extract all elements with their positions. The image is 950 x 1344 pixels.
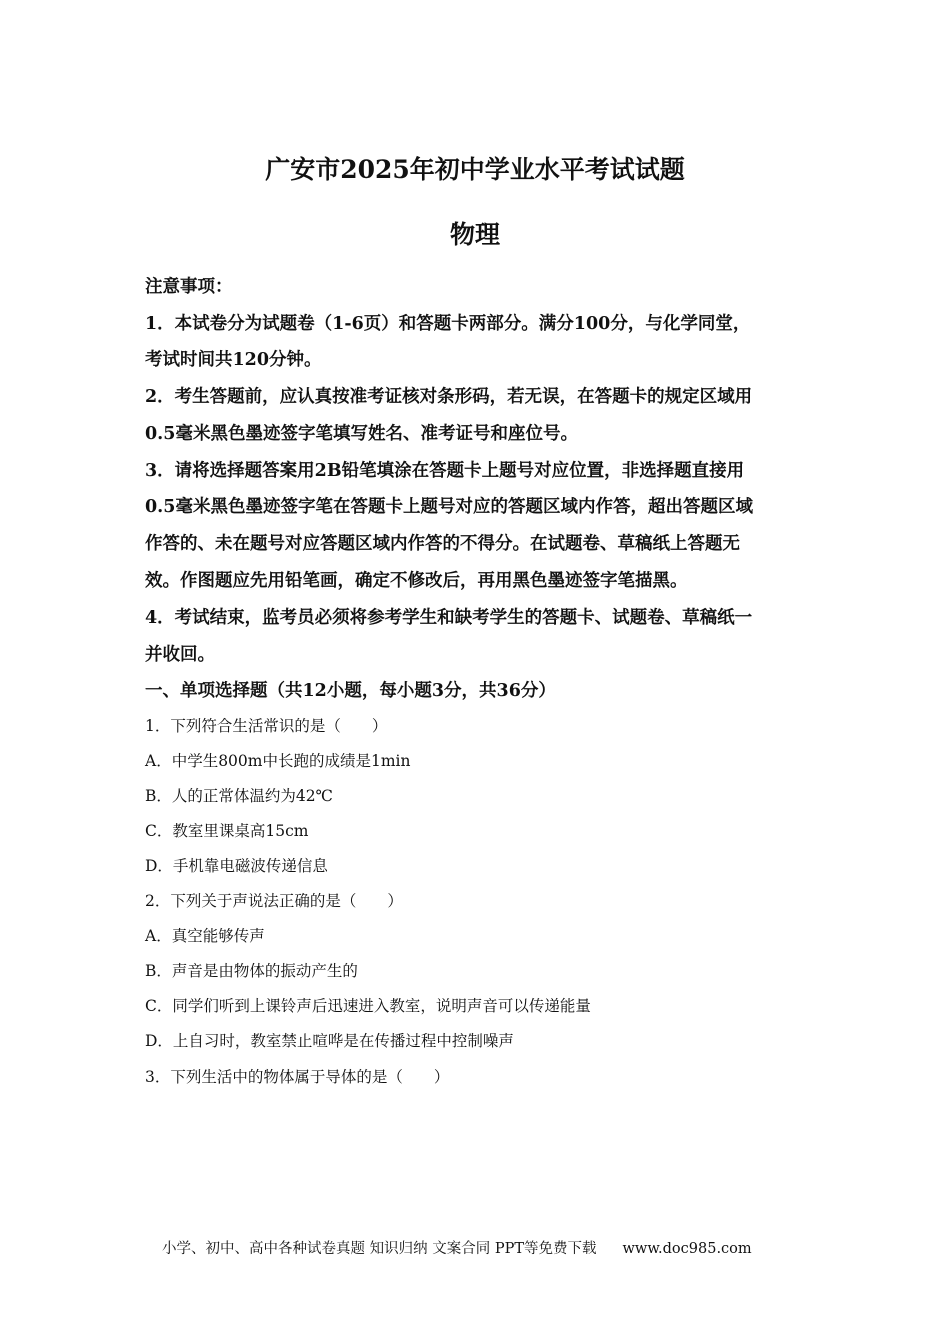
notice-line: 并收回。 [145, 645, 215, 665]
notice-line: 考试时间共120分钟。 [145, 350, 322, 370]
notice-line: 作答的、未在题号对应答题区域内作答的不得分。在试题卷、草稿纸上答题无 [145, 534, 740, 554]
page-footer [162, 1237, 752, 1258]
question-stem: 2．下列关于声说法正确的是（ ） [145, 892, 403, 910]
notice-line: 效。作图题应先用铅笔画，确定不修改后，再用黑色墨迹签字笔描黑。 [145, 571, 688, 591]
question-option: A．真空能够传声 [145, 927, 265, 945]
notice-line: 4．考试结束，监考员必须将参考学生和缺考学生的答题卡、试题卷、草稿纸一 [145, 608, 753, 628]
question-option: C．同学们听到上课铃声后迅速进入教室，说明声音可以传递能量 [145, 997, 591, 1015]
question-option: D．手机靠电磁波传递信息 [145, 857, 328, 875]
question-stem: 1．下列符合生活常识的是（ ） [145, 717, 388, 735]
notice-line: 0.5毫米黑色墨迹签字笔在答题卡上题号对应的答题区域内作答，超出答题区域 [145, 497, 753, 517]
section-heading: 一、单项选择题（共12小题，每小题3分，共36分） [145, 681, 556, 701]
notice-line: 1．本试卷分为试题卷（1-6页）和答题卡两部分。满分100分，与化学同堂， [145, 314, 751, 334]
question-option: B．声音是由物体的振动产生的 [145, 962, 358, 980]
question-option: A．中学生800m中长跑的成绩是1min [145, 752, 411, 770]
question-option: D．上自习时，教室禁止喧哗是在传播过程中控制噪声 [145, 1032, 514, 1050]
notice-line: 0.5毫米黑色墨迹签字笔填写姓名、准考证号和座位号。 [145, 424, 578, 444]
page-title: 广安市2025年初中学业水平考试试题 [265, 155, 685, 184]
notice-line: 2．考生答题前，应认真按准考证核对条形码，若无误，在答题卡的规定区域用 [145, 387, 753, 407]
question-option: C．教室里课桌高15cm [145, 822, 309, 840]
subject-title: 物理 [449, 220, 500, 249]
question-option: B．人的正常体温约为42℃ [145, 787, 333, 805]
notice-heading: 注意事项： [145, 277, 233, 297]
question-stem: 3．下列生活中的物体属于导体的是（ ） [145, 1068, 450, 1086]
footer-url[interactable]: www.doc985.com [622, 1241, 752, 1257]
notice-line: 3．请将选择题答案用2B铅笔填涂在答题卡上题号对应位置，非选择题直接用 [145, 461, 745, 481]
footer-text: 小学、初中、高中各种试卷真题 知识归纳 文案合同 PPT等免费下载 [162, 1241, 597, 1257]
